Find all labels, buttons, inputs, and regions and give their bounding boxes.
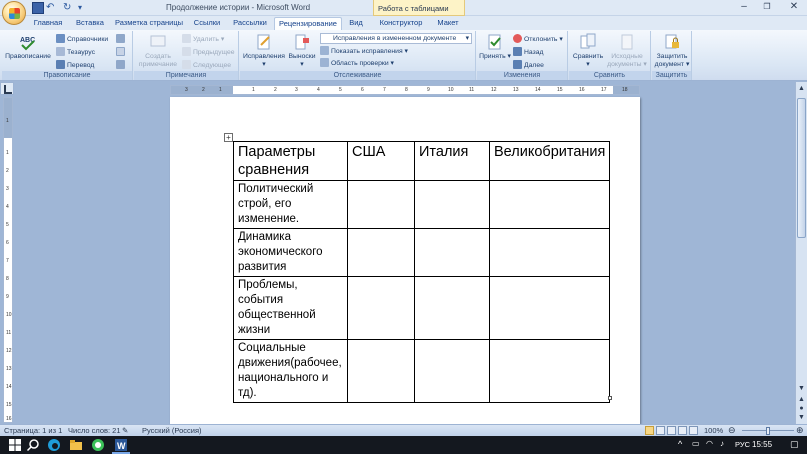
- research-button[interactable]: Справочники: [56, 34, 108, 45]
- context-tab-title: Работа с таблицами: [373, 0, 465, 16]
- table-resize-handle[interactable]: [608, 396, 612, 400]
- table-row: [234, 229, 610, 277]
- ruler-tick: 3: [295, 87, 298, 93]
- table-header-cell[interactable]: Параметры сравнения: [234, 142, 348, 181]
- delete-comment-icon: [182, 34, 191, 43]
- ruler-tick: 11: [6, 330, 12, 336]
- previous-page-icon[interactable]: ▲: [798, 396, 805, 403]
- tab-page-layout[interactable]: Разметка страницы: [114, 18, 184, 27]
- word-app-icon[interactable]: [114, 438, 128, 452]
- translate-button[interactable]: Перевод: [56, 60, 94, 71]
- close-icon[interactable]: ✕: [789, 1, 799, 12]
- ruler-tick: 16: [6, 416, 12, 422]
- reviewing-pane-button[interactable]: Область проверки ▾: [320, 58, 394, 69]
- ruler-tick: 2: [202, 87, 205, 93]
- ruler-tick: 10: [448, 87, 454, 93]
- language-icon[interactable]: [116, 34, 127, 45]
- table-cell[interactable]: [490, 340, 610, 403]
- tab-insert[interactable]: Вставка: [76, 18, 104, 27]
- ruler-tick: 12: [491, 87, 497, 93]
- group-comments: [134, 31, 239, 80]
- tab-design[interactable]: Конструктор: [379, 18, 423, 27]
- table-move-handle-icon[interactable]: +: [224, 133, 233, 142]
- table-header-row: [234, 142, 610, 181]
- comparison-table[interactable]: [233, 141, 610, 403]
- tab-review[interactable]: Рецензирование: [274, 17, 342, 30]
- table-cell[interactable]: [415, 277, 490, 340]
- status-bar: [0, 424, 807, 436]
- table-cell[interactable]: Социальные движения(рабочее, национального и тд).: [234, 340, 348, 403]
- show-markup-button[interactable]: Показать исправления ▾: [320, 46, 408, 57]
- previous-comment-button[interactable]: Предыдущее: [182, 47, 235, 58]
- tab-home[interactable]: Главная: [33, 18, 63, 27]
- thesaurus-icon: [56, 47, 65, 56]
- windows-start-icon[interactable]: [8, 438, 22, 452]
- browse-object-icon[interactable]: ●: [799, 405, 804, 412]
- table-row: [234, 181, 610, 229]
- ruler-tick: 7: [383, 87, 386, 93]
- spell-check-icon[interactable]: ✎: [122, 426, 129, 435]
- language-indicator[interactable]: Русский (Россия): [142, 426, 202, 435]
- clock[interactable]: 15:55: [752, 440, 773, 449]
- table-cell[interactable]: Политический строй, его изменение.: [234, 181, 348, 229]
- office-button[interactable]: [2, 1, 26, 25]
- ruler-tick: 3: [185, 87, 188, 93]
- ruler-tick: 2: [274, 87, 277, 93]
- reject-icon: [513, 34, 522, 43]
- ruler-tick: 8: [405, 87, 408, 93]
- group-label-protect: Защитить: [652, 71, 691, 80]
- ruler-tick: 14: [535, 87, 541, 93]
- table-cell[interactable]: Проблемы, события общественной жизни: [234, 277, 348, 340]
- balloons-button[interactable]: Выноски ▾: [286, 33, 318, 68]
- title-bar: [0, 0, 807, 16]
- web-layout-icon[interactable]: [667, 426, 676, 435]
- tab-references[interactable]: Ссылки: [193, 18, 221, 27]
- spelling-button[interactable]: ABC Правописание: [4, 33, 52, 61]
- table-cell[interactable]: [490, 277, 610, 340]
- ruler-tick: 6: [361, 87, 364, 93]
- tab-view[interactable]: Вид: [349, 18, 363, 27]
- scroll-up-icon[interactable]: ▲: [798, 85, 805, 92]
- ruler-tick: 1: [252, 87, 255, 93]
- table-row: [234, 340, 610, 403]
- table-header-cell[interactable]: США: [348, 142, 415, 181]
- reviewing-pane-icon: [320, 58, 329, 67]
- ruler-tick: 12: [6, 348, 12, 354]
- protect-document-button[interactable]: Защитить документ ▾: [654, 33, 690, 68]
- ruler-tick: 11: [469, 87, 475, 93]
- restore-icon[interactable]: ❐: [763, 2, 771, 11]
- compare-button[interactable]: Сравнить ▾: [571, 33, 605, 68]
- group-changes: [477, 31, 568, 80]
- table-cell[interactable]: [348, 277, 415, 340]
- screen-tip-icon[interactable]: [116, 60, 127, 71]
- page-count[interactable]: Страница: 1 из 1: [4, 426, 63, 435]
- draft-view-icon[interactable]: [689, 426, 698, 435]
- ruler-tick: 9: [6, 294, 9, 300]
- whatsapp-icon[interactable]: [91, 438, 105, 452]
- table-cell[interactable]: [348, 229, 415, 277]
- full-screen-reading-icon[interactable]: [656, 426, 665, 435]
- table-cell[interactable]: [415, 181, 490, 229]
- next-change-icon: [513, 60, 522, 69]
- show-markup-icon: [320, 46, 329, 55]
- next-page-icon[interactable]: ▼: [798, 414, 805, 421]
- display-for-review-dropdown[interactable]: Исправления в измененном документе ▾: [320, 33, 472, 44]
- accept-icon: [486, 33, 504, 51]
- svg-text:ABC: ABC: [20, 37, 36, 44]
- word-count-icon[interactable]: [116, 47, 127, 58]
- previous-change-icon: [513, 47, 522, 56]
- group-label-tracking: Отслеживание: [240, 71, 475, 80]
- edge-browser-icon[interactable]: [47, 438, 61, 452]
- delete-comment-button[interactable]: Удалить ▾: [182, 34, 224, 45]
- accept-button[interactable]: Принять ▾: [479, 33, 511, 61]
- group-tracking: [240, 31, 476, 80]
- table-cell[interactable]: [348, 340, 415, 403]
- ruler-tick: 6: [6, 240, 9, 246]
- source-documents-icon: [618, 33, 636, 51]
- vertical-ruler[interactable]: [3, 97, 13, 423]
- group-protect: [652, 31, 692, 80]
- balloons-icon: [293, 33, 311, 51]
- lock-icon: [663, 33, 681, 51]
- compare-icon: [579, 33, 597, 51]
- volume-icon[interactable]: ♪: [720, 439, 724, 448]
- window-title: Продолжение истории - Microsoft Word: [166, 3, 311, 12]
- zoom-slider-thumb[interactable]: [766, 427, 770, 435]
- next-comment-button[interactable]: Следующее: [182, 60, 231, 71]
- table-cell[interactable]: [490, 229, 610, 277]
- scroll-down-icon[interactable]: ▼: [798, 385, 805, 392]
- taskbar: [0, 436, 807, 454]
- table-cell[interactable]: [490, 181, 610, 229]
- new-comment-button[interactable]: Создать примечание: [136, 33, 180, 68]
- thesaurus-button[interactable]: Тезаурус: [56, 47, 95, 58]
- ruler-tick: 7: [6, 258, 9, 264]
- zoom-in-icon[interactable]: ⊕: [796, 425, 804, 435]
- table-header-cell[interactable]: Италия: [415, 142, 490, 181]
- ruler-tick: 9: [427, 87, 430, 93]
- ruler-tick: 14: [6, 384, 12, 390]
- save-icon[interactable]: [32, 2, 44, 14]
- track-changes-button[interactable]: Исправления ▾: [242, 33, 286, 68]
- ribbon-tabs: [0, 16, 807, 30]
- vertical-scrollbar[interactable]: [795, 82, 807, 424]
- group-label-proofing: Правописание: [2, 71, 132, 80]
- ruler-tick: 1: [219, 87, 222, 93]
- horizontal-ruler[interactable]: [170, 85, 640, 95]
- redo-icon[interactable]: ↻: [63, 2, 72, 13]
- ruler-tick: 13: [513, 87, 519, 93]
- next-change-button[interactable]: Далее: [513, 60, 544, 71]
- word-count[interactable]: Число слов: 21: [68, 426, 121, 435]
- chevron-down-icon: ▾: [465, 35, 469, 42]
- next-comment-icon: [182, 60, 191, 69]
- table-row: [234, 277, 610, 340]
- ruler-tick: 13: [6, 366, 12, 372]
- ruler-tick: 1: [6, 118, 9, 124]
- network-icon[interactable]: ◠: [706, 439, 713, 448]
- ruler-tick: 15: [557, 87, 563, 93]
- table-cell[interactable]: [415, 340, 490, 403]
- group-compare: [569, 31, 651, 80]
- translate-icon: [56, 60, 65, 69]
- tab-layout[interactable]: Макет: [437, 18, 459, 27]
- previous-change-button[interactable]: Назад: [513, 47, 543, 58]
- print-layout-view-icon[interactable]: [645, 426, 654, 435]
- input-language[interactable]: РУС: [735, 440, 751, 449]
- ruler-tick: 2: [6, 168, 9, 174]
- ruler-tick: 18: [622, 87, 628, 93]
- battery-icon[interactable]: ▭: [692, 439, 700, 448]
- ruler-tick: 1: [6, 150, 9, 156]
- group-label-changes: Изменения: [477, 71, 567, 80]
- show-hidden-icons-icon[interactable]: ^: [678, 439, 683, 449]
- spelling-icon: [19, 33, 37, 51]
- customize-qat-icon[interactable]: ▾: [78, 3, 83, 12]
- table-cell[interactable]: [415, 229, 490, 277]
- ruler-tick: 15: [6, 402, 12, 408]
- show-source-button[interactable]: Исходные документы ▾: [605, 33, 649, 68]
- zoom-level[interactable]: 100%: [704, 426, 724, 435]
- research-icon: [56, 34, 65, 43]
- ruler-tick: 4: [317, 87, 320, 93]
- ruler-tick: 16: [579, 87, 585, 93]
- explorer-icon[interactable]: [69, 438, 83, 452]
- search-icon[interactable]: [26, 438, 40, 452]
- outline-view-icon[interactable]: [678, 426, 687, 435]
- notifications-icon[interactable]: ▢: [790, 439, 799, 449]
- group-label-compare: Сравнить: [569, 71, 650, 80]
- group-label-comments: Примечания: [134, 71, 238, 80]
- table-header-cell[interactable]: Великобритания: [490, 142, 610, 181]
- tab-selector-button[interactable]: [0, 82, 14, 95]
- ruler-tick: 3: [6, 186, 9, 192]
- ruler-tick: 5: [6, 222, 9, 228]
- reject-button[interactable]: Отклонить ▾: [513, 34, 563, 45]
- tab-mailings[interactable]: Рассылки: [233, 18, 267, 27]
- minimize-icon[interactable]: –: [741, 1, 747, 12]
- undo-icon[interactable]: ↶: [46, 2, 55, 13]
- svg-text:W: W: [117, 441, 126, 451]
- ruler-tick: 8: [6, 276, 9, 282]
- ruler-tick: 5: [339, 87, 342, 93]
- ribbon: [0, 30, 807, 81]
- previous-comment-icon: [182, 47, 191, 56]
- scrollbar-thumb[interactable]: [797, 98, 806, 238]
- zoom-out-icon[interactable]: ⊖: [728, 425, 736, 435]
- ruler-tick: 4: [6, 204, 9, 210]
- ruler-tick: 10: [6, 312, 12, 318]
- group-proofing: [2, 31, 133, 80]
- comment-icon: [149, 33, 167, 51]
- track-changes-icon: [255, 33, 273, 51]
- table-cell[interactable]: Динамика экономического развития: [234, 229, 348, 277]
- ruler-tick: 17: [601, 87, 607, 93]
- table-cell[interactable]: [348, 181, 415, 229]
